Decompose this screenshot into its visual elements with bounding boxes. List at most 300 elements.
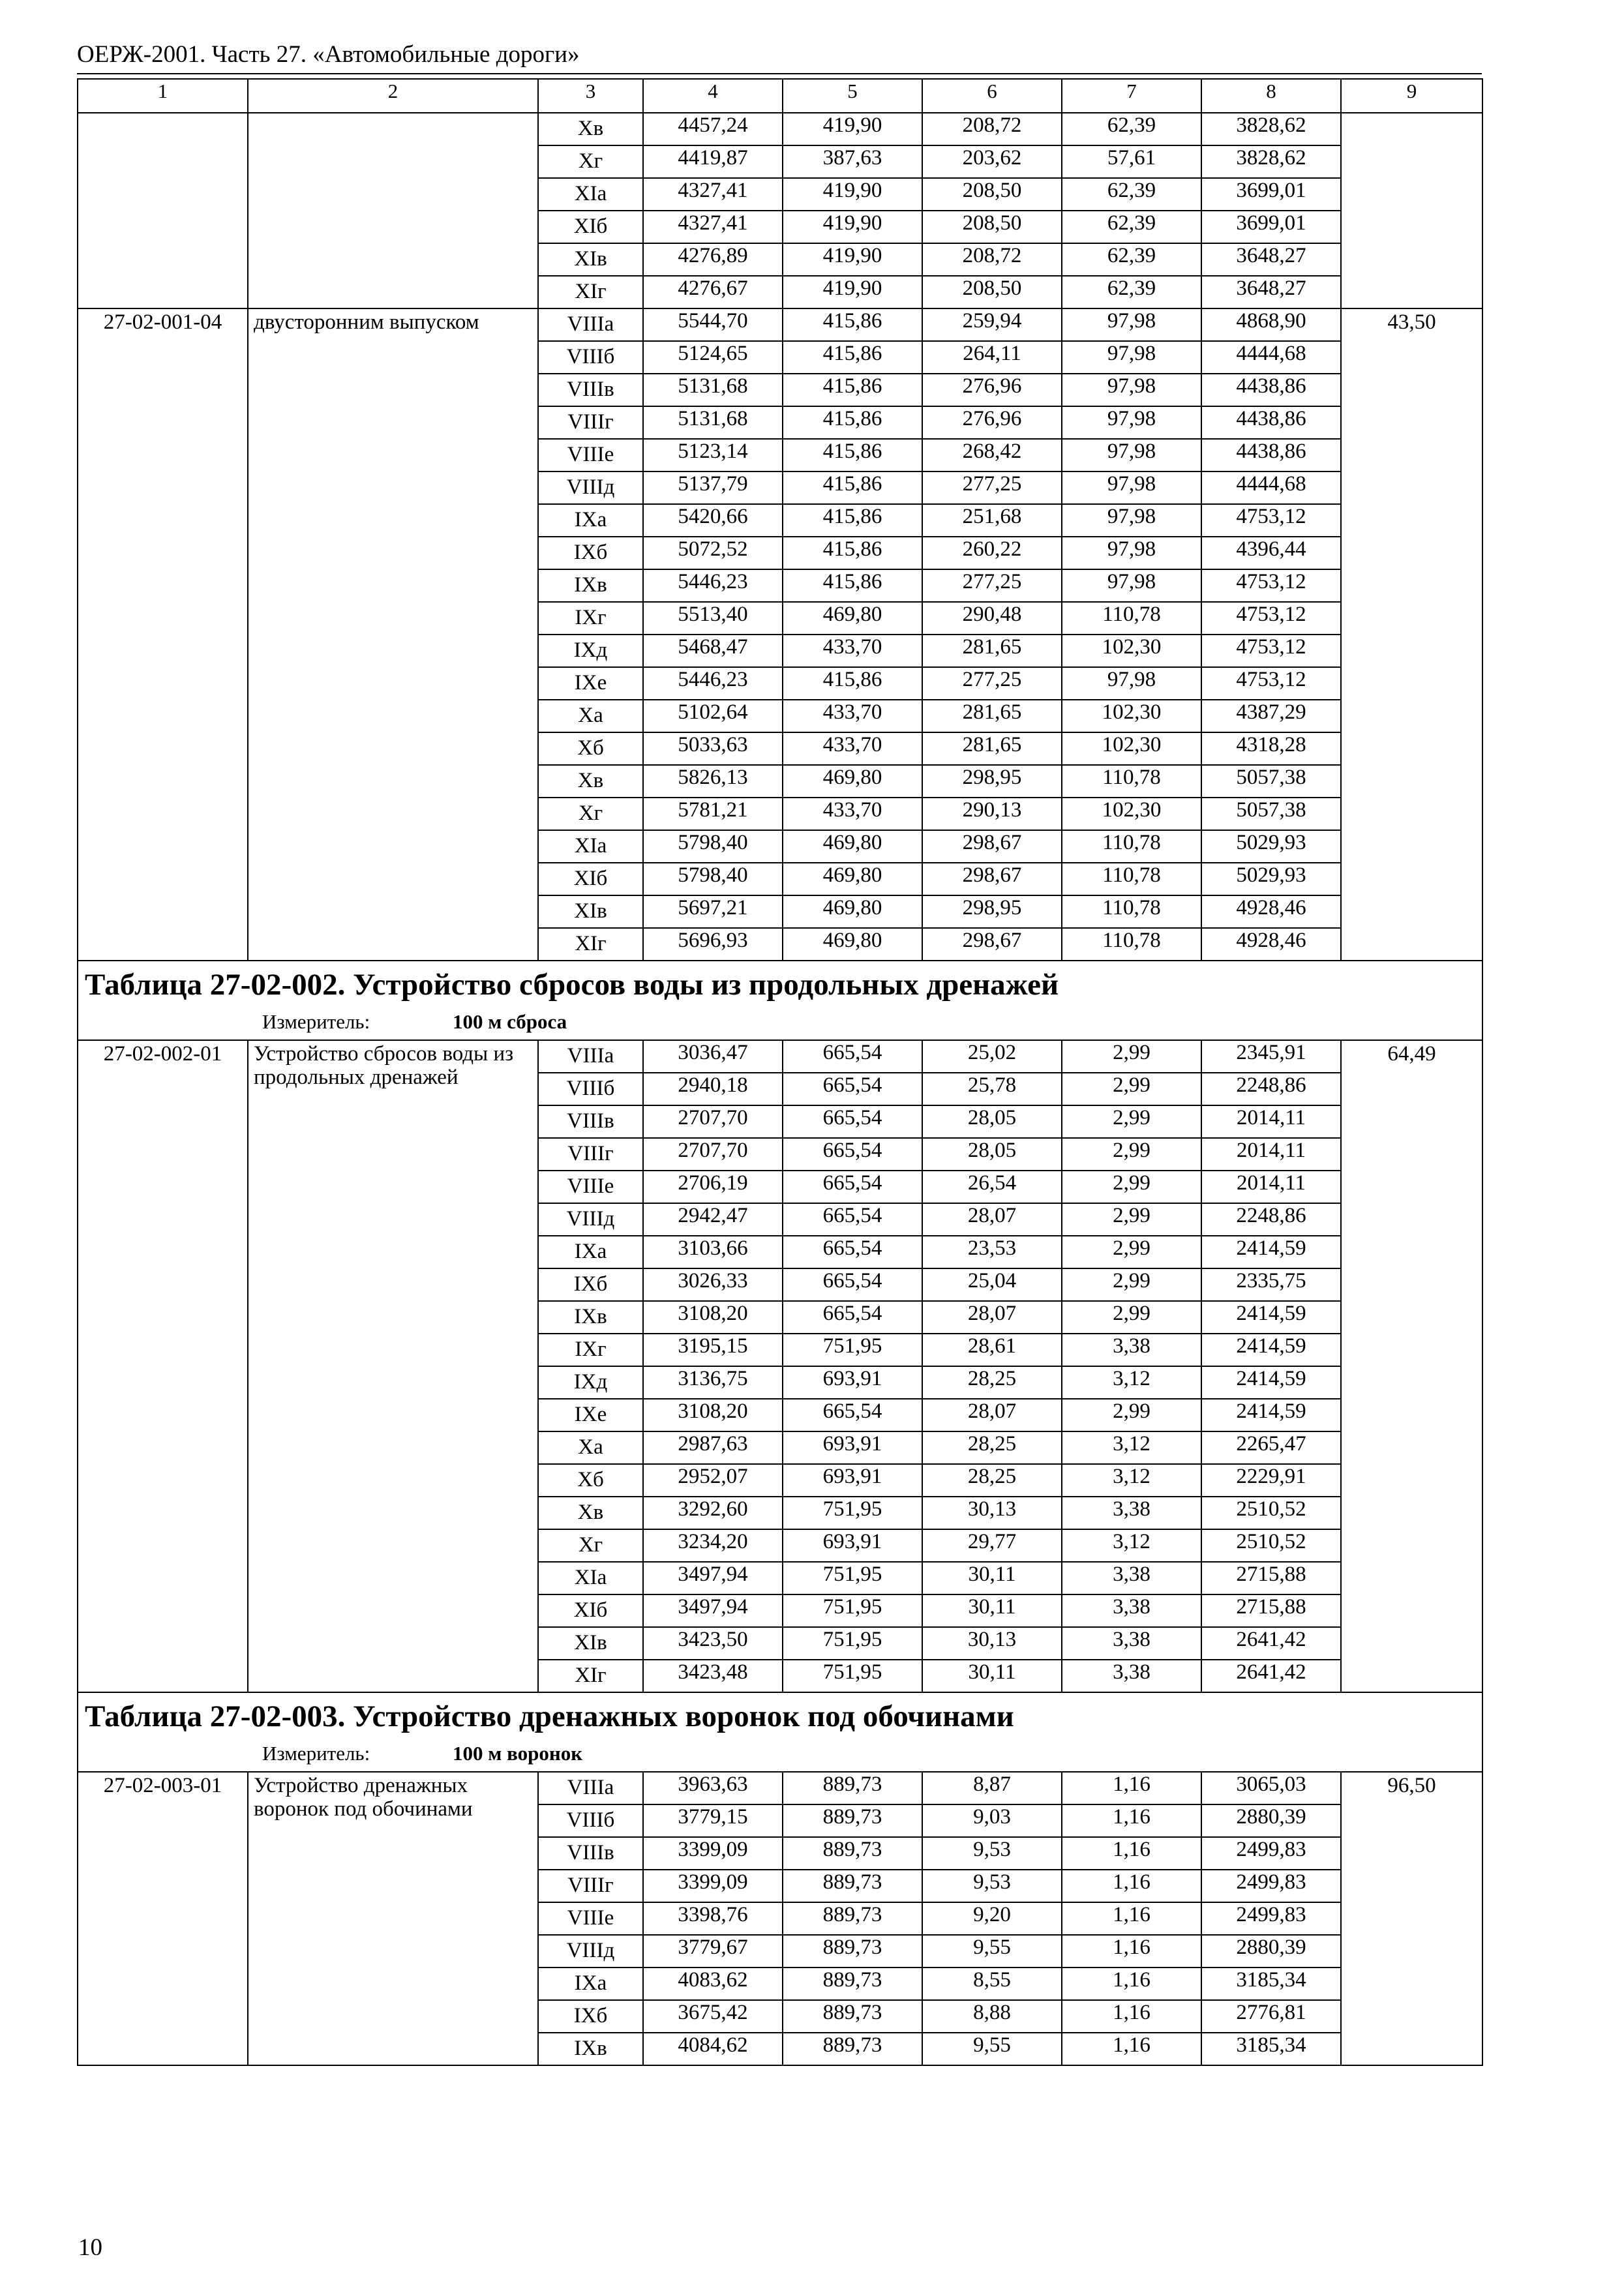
wage-cell: 665,54 (783, 1236, 922, 1268)
machinist-wage-cell: 57,61 (1062, 145, 1201, 178)
total-cost-cell: 5446,23 (643, 569, 783, 602)
section-cell: ХIб (538, 1594, 643, 1627)
wage-cell: 469,80 (783, 863, 922, 895)
machines-cell: 251,68 (922, 504, 1062, 537)
column-number: 7 (1062, 79, 1201, 113)
materials-cell: 4438,86 (1201, 406, 1341, 439)
machinist-wage-cell: 97,98 (1062, 308, 1201, 341)
wage-cell: 433,70 (783, 635, 922, 667)
materials-cell: 5029,93 (1201, 830, 1341, 863)
total-cost-cell: 3779,15 (643, 1804, 783, 1837)
total-cost-cell: 3036,47 (643, 1040, 783, 1073)
machines-cell: 281,65 (922, 700, 1062, 732)
section-cell: VIIIв (538, 1105, 643, 1138)
table-row (78, 308, 1482, 341)
machinist-wage-cell: 110,78 (1062, 863, 1201, 895)
unit-line (85, 1008, 1475, 1036)
machines-cell: 29,77 (922, 1529, 1062, 1562)
column-number: 3 (538, 79, 643, 113)
machines-cell: 281,65 (922, 635, 1062, 667)
materials-cell: 2335,75 (1201, 1268, 1341, 1301)
section-cell: IХа (538, 1236, 643, 1268)
section-cell: VIIIг (538, 1138, 643, 1171)
wage-cell: 433,70 (783, 700, 922, 732)
machines-cell: 28,07 (922, 1399, 1062, 1431)
machines-cell: 30,13 (922, 1497, 1062, 1529)
rate-code-cell: 27-02-003-01 (78, 1772, 248, 2065)
total-cost-cell: 3108,20 (643, 1399, 783, 1431)
total-cost-cell: 5798,40 (643, 830, 783, 863)
column-number: 8 (1201, 79, 1341, 113)
machines-cell: 276,96 (922, 406, 1062, 439)
machinist-wage-cell: 110,78 (1062, 895, 1201, 928)
wage-cell: 433,70 (783, 798, 922, 830)
section-cell: VIIIд (538, 1203, 643, 1236)
total-cost-cell: 5124,65 (643, 341, 783, 374)
machines-cell: 25,04 (922, 1268, 1062, 1301)
total-cost-cell: 5123,14 (643, 439, 783, 471)
machinist-wage-cell: 3,38 (1062, 1334, 1201, 1366)
section-cell: VIIIв (538, 374, 643, 406)
machinist-wage-cell: 2,99 (1062, 1105, 1201, 1138)
wage-cell: 665,54 (783, 1268, 922, 1301)
materials-cell: 4318,28 (1201, 732, 1341, 765)
wage-cell: 415,86 (783, 537, 922, 569)
machines-cell: 28,25 (922, 1464, 1062, 1497)
wage-cell: 415,86 (783, 504, 922, 537)
materials-cell: 4753,12 (1201, 635, 1341, 667)
total-cost-cell: 3399,09 (643, 1870, 783, 1902)
materials-cell: 4444,68 (1201, 341, 1341, 374)
materials-cell: 2229,91 (1201, 1464, 1341, 1497)
total-cost-cell: 5544,70 (643, 308, 783, 341)
machinist-wage-cell: 1,16 (1062, 1935, 1201, 1967)
column-number: 5 (783, 79, 922, 113)
materials-cell: 2499,83 (1201, 1870, 1341, 1902)
total-cost-cell: 3398,76 (643, 1902, 783, 1935)
wage-cell: 665,54 (783, 1171, 922, 1203)
total-cost-cell: 3195,15 (643, 1334, 783, 1366)
total-cost-cell: 3292,60 (643, 1497, 783, 1529)
machines-cell: 298,95 (922, 765, 1062, 798)
materials-cell: 2414,59 (1201, 1399, 1341, 1431)
wage-cell: 665,54 (783, 1105, 922, 1138)
total-cost-cell: 5513,40 (643, 602, 783, 635)
machinist-wage-cell: 97,98 (1062, 406, 1201, 439)
section-cell: ХIв (538, 243, 643, 276)
section-cell: VIIIб (538, 341, 643, 374)
section-cell: VIIIе (538, 1171, 643, 1203)
machinist-wage-cell: 3,38 (1062, 1497, 1201, 1529)
machines-cell: 25,02 (922, 1040, 1062, 1073)
machines-cell: 260,22 (922, 537, 1062, 569)
table-row (78, 1040, 1482, 1073)
machinist-wage-cell: 2,99 (1062, 1040, 1201, 1073)
total-cost-cell: 3108,20 (643, 1301, 783, 1334)
section-cell: VIIIе (538, 439, 643, 471)
materials-cell: 2776,81 (1201, 2000, 1341, 2033)
wage-cell: 433,70 (783, 732, 922, 765)
section-cell: Хб (538, 1464, 643, 1497)
section-cell: IХа (538, 504, 643, 537)
total-cost-cell: 3423,50 (643, 1627, 783, 1660)
machines-cell: 276,96 (922, 374, 1062, 406)
materials-cell: 3648,27 (1201, 243, 1341, 276)
total-cost-cell: 2942,47 (643, 1203, 783, 1236)
machines-cell: 8,55 (922, 1967, 1062, 2000)
total-cost-cell: 5072,52 (643, 537, 783, 569)
total-cost-cell: 3423,48 (643, 1660, 783, 1692)
unit-label: Измеритель: (262, 1010, 370, 1033)
table-title-cell (78, 1692, 1482, 1772)
section-cell: Хг (538, 1529, 643, 1562)
wage-cell: 693,91 (783, 1529, 922, 1562)
wage-cell: 751,95 (783, 1562, 922, 1594)
machines-cell: 28,05 (922, 1105, 1062, 1138)
wage-cell: 665,54 (783, 1399, 922, 1431)
total-cost-cell: 4083,62 (643, 1967, 783, 2000)
machinist-wage-cell: 102,30 (1062, 798, 1201, 830)
materials-cell: 2880,39 (1201, 1935, 1341, 1967)
machinist-wage-cell: 1,16 (1062, 1870, 1201, 1902)
total-cost-cell: 4327,41 (643, 211, 783, 243)
wage-cell: 693,91 (783, 1366, 922, 1399)
machinist-wage-cell: 62,39 (1062, 211, 1201, 243)
wage-cell: 415,86 (783, 667, 922, 700)
materials-cell: 2014,11 (1201, 1171, 1341, 1203)
total-cost-cell: 2940,18 (643, 1073, 783, 1105)
machinist-wage-cell: 3,38 (1062, 1562, 1201, 1594)
materials-cell: 3828,62 (1201, 145, 1341, 178)
machinist-wage-cell: 3,12 (1062, 1366, 1201, 1399)
materials-cell: 3699,01 (1201, 178, 1341, 211)
rate-description-cell (248, 113, 538, 308)
section-cell: VIIIе (538, 1902, 643, 1935)
wage-cell: 665,54 (783, 1040, 922, 1073)
section-cell: ХIа (538, 1562, 643, 1594)
materials-cell: 3648,27 (1201, 276, 1341, 308)
machinist-wage-cell: 102,30 (1062, 732, 1201, 765)
materials-cell: 4753,12 (1201, 504, 1341, 537)
wage-cell: 889,73 (783, 1837, 922, 1870)
materials-cell: 4753,12 (1201, 569, 1341, 602)
labor-cell: 96,50 (1341, 1772, 1482, 2065)
labor-cell: 43,50 (1341, 308, 1482, 961)
machinist-wage-cell: 1,16 (1062, 1902, 1201, 1935)
materials-cell: 2014,11 (1201, 1105, 1341, 1138)
machinist-wage-cell: 62,39 (1062, 276, 1201, 308)
section-cell: Ха (538, 700, 643, 732)
wage-cell: 469,80 (783, 830, 922, 863)
machines-cell: 28,07 (922, 1203, 1062, 1236)
rates-table (77, 78, 1483, 2066)
table-title-row (78, 1692, 1482, 1772)
section-cell: VIIIа (538, 308, 643, 341)
machinist-wage-cell: 62,39 (1062, 178, 1201, 211)
total-cost-cell: 5781,21 (643, 798, 783, 830)
machines-cell: 298,67 (922, 830, 1062, 863)
wage-cell: 889,73 (783, 1870, 922, 1902)
section-cell: IХе (538, 667, 643, 700)
section-cell: Хв (538, 765, 643, 798)
machines-cell: 28,61 (922, 1334, 1062, 1366)
section-cell: IХб (538, 537, 643, 569)
machines-cell: 264,11 (922, 341, 1062, 374)
machines-cell: 23,53 (922, 1236, 1062, 1268)
machines-cell: 208,72 (922, 113, 1062, 145)
materials-cell: 2510,52 (1201, 1529, 1341, 1562)
labor-cell (1341, 113, 1482, 308)
machinist-wage-cell: 97,98 (1062, 667, 1201, 700)
wage-cell: 889,73 (783, 1902, 922, 1935)
unit-label: Измеритель: (262, 1742, 370, 1765)
machinist-wage-cell: 110,78 (1062, 830, 1201, 863)
materials-cell: 5057,38 (1201, 765, 1341, 798)
total-cost-cell: 5033,63 (643, 732, 783, 765)
total-cost-cell: 3136,75 (643, 1366, 783, 1399)
section-cell: VIIIб (538, 1073, 643, 1105)
machinist-wage-cell: 97,98 (1062, 471, 1201, 504)
wage-cell: 665,54 (783, 1203, 922, 1236)
total-cost-cell: 4457,24 (643, 113, 783, 145)
unit-value: 100 м сброса (453, 1010, 567, 1033)
total-cost-cell: 2706,19 (643, 1171, 783, 1203)
section-cell: IХб (538, 1268, 643, 1301)
section-cell: Хв (538, 1497, 643, 1529)
machines-cell: 9,53 (922, 1837, 1062, 1870)
section-cell: IХг (538, 1334, 643, 1366)
total-cost-cell: 5697,21 (643, 895, 783, 928)
machinist-wage-cell: 97,98 (1062, 569, 1201, 602)
section-cell: ХIг (538, 1660, 643, 1692)
materials-cell: 4753,12 (1201, 602, 1341, 635)
materials-cell: 3185,34 (1201, 1967, 1341, 2000)
machines-cell: 277,25 (922, 569, 1062, 602)
section-cell: VIIIд (538, 471, 643, 504)
total-cost-cell: 3963,63 (643, 1772, 783, 1804)
machines-cell: 30,11 (922, 1660, 1062, 1692)
total-cost-cell: 2707,70 (643, 1138, 783, 1171)
machines-cell: 25,78 (922, 1073, 1062, 1105)
machinist-wage-cell: 97,98 (1062, 341, 1201, 374)
column-number: 9 (1341, 79, 1482, 113)
machines-cell: 290,48 (922, 602, 1062, 635)
machines-cell: 277,25 (922, 667, 1062, 700)
machinist-wage-cell: 3,12 (1062, 1529, 1201, 1562)
machines-cell: 30,13 (922, 1627, 1062, 1660)
machines-cell: 203,62 (922, 145, 1062, 178)
wage-cell: 419,90 (783, 178, 922, 211)
machinist-wage-cell: 1,16 (1062, 1837, 1201, 1870)
labor-cell: 64,49 (1341, 1040, 1482, 1692)
section-cell: VIIIа (538, 1040, 643, 1073)
machines-cell: 30,11 (922, 1594, 1062, 1627)
wage-cell: 469,80 (783, 602, 922, 635)
machinist-wage-cell: 110,78 (1062, 928, 1201, 961)
rate-code-cell: 27-02-001-04 (78, 308, 248, 961)
materials-cell: 2414,59 (1201, 1236, 1341, 1268)
machines-cell: 28,07 (922, 1301, 1062, 1334)
wage-cell: 387,63 (783, 145, 922, 178)
wage-cell: 415,86 (783, 341, 922, 374)
wage-cell: 469,80 (783, 928, 922, 961)
materials-cell: 2641,42 (1201, 1627, 1341, 1660)
section-cell: ХIб (538, 863, 643, 895)
wage-cell: 415,86 (783, 569, 922, 602)
total-cost-cell: 2987,63 (643, 1431, 783, 1464)
wage-cell: 889,73 (783, 2033, 922, 2065)
machinist-wage-cell: 2,99 (1062, 1268, 1201, 1301)
wage-cell: 665,54 (783, 1073, 922, 1105)
machinist-wage-cell: 1,16 (1062, 2033, 1201, 2065)
machines-cell: 208,50 (922, 178, 1062, 211)
section-cell: Хв (538, 113, 643, 145)
wage-cell: 751,95 (783, 1594, 922, 1627)
total-cost-cell: 3675,42 (643, 2000, 783, 2033)
machinist-wage-cell: 1,16 (1062, 1804, 1201, 1837)
wage-cell: 751,95 (783, 1660, 922, 1692)
section-cell: VIIIг (538, 1870, 643, 1902)
wage-cell: 889,73 (783, 1935, 922, 1967)
total-cost-cell: 5131,68 (643, 374, 783, 406)
materials-cell: 2248,86 (1201, 1203, 1341, 1236)
column-number: 4 (643, 79, 783, 113)
total-cost-cell: 2952,07 (643, 1464, 783, 1497)
unit-value: 100 м воронок (453, 1742, 583, 1765)
wage-cell: 469,80 (783, 765, 922, 798)
machinist-wage-cell: 1,16 (1062, 2000, 1201, 2033)
table-title: Таблица 27-02-002. Устройство сбросов воды из продольных дренажей (85, 968, 1059, 1002)
wage-cell: 751,95 (783, 1627, 922, 1660)
machinist-wage-cell: 2,99 (1062, 1203, 1201, 1236)
rate-description-cell: двусторонним выпуском (248, 308, 538, 961)
section-cell: VIIIб (538, 1804, 643, 1837)
machines-cell: 268,42 (922, 439, 1062, 471)
machines-cell: 26,54 (922, 1171, 1062, 1203)
machines-cell: 8,88 (922, 2000, 1062, 2033)
machinist-wage-cell: 2,99 (1062, 1301, 1201, 1334)
materials-cell: 2248,86 (1201, 1073, 1341, 1105)
machinist-wage-cell: 97,98 (1062, 374, 1201, 406)
total-cost-cell: 5446,23 (643, 667, 783, 700)
total-cost-cell: 3399,09 (643, 1837, 783, 1870)
total-cost-cell: 3026,33 (643, 1268, 783, 1301)
machinist-wage-cell: 3,38 (1062, 1627, 1201, 1660)
wage-cell: 665,54 (783, 1138, 922, 1171)
machinist-wage-cell: 3,12 (1062, 1431, 1201, 1464)
machinist-wage-cell: 2,99 (1062, 1073, 1201, 1105)
total-cost-cell: 4419,87 (643, 145, 783, 178)
materials-cell: 2265,47 (1201, 1431, 1341, 1464)
machinist-wage-cell: 110,78 (1062, 602, 1201, 635)
section-cell: VIIIа (538, 1772, 643, 1804)
total-cost-cell: 4276,89 (643, 243, 783, 276)
total-cost-cell: 4276,67 (643, 276, 783, 308)
machines-cell: 28,25 (922, 1366, 1062, 1399)
total-cost-cell: 5468,47 (643, 635, 783, 667)
page-number: 10 (78, 2234, 102, 2261)
total-cost-cell: 5798,40 (643, 863, 783, 895)
section-cell: Хг (538, 145, 643, 178)
section-cell: IХд (538, 1366, 643, 1399)
machines-cell: 277,25 (922, 471, 1062, 504)
materials-cell: 5057,38 (1201, 798, 1341, 830)
machines-cell: 281,65 (922, 732, 1062, 765)
total-cost-cell: 3497,94 (643, 1562, 783, 1594)
table-row (78, 113, 1482, 145)
machinist-wage-cell: 2,99 (1062, 1138, 1201, 1171)
machinist-wage-cell: 1,16 (1062, 1772, 1201, 1804)
total-cost-cell: 5102,64 (643, 700, 783, 732)
total-cost-cell: 5137,79 (643, 471, 783, 504)
materials-cell: 5029,93 (1201, 863, 1341, 895)
machinist-wage-cell: 1,16 (1062, 1967, 1201, 2000)
wage-cell: 415,86 (783, 308, 922, 341)
table-title-cell (78, 961, 1482, 1040)
materials-cell: 2641,42 (1201, 1660, 1341, 1692)
machines-cell: 30,11 (922, 1562, 1062, 1594)
column-number: 2 (248, 79, 538, 113)
rate-description-cell: Устройство дренажных воронок под обочинами (248, 1772, 538, 2065)
section-cell: ХIг (538, 276, 643, 308)
section-cell: Ха (538, 1431, 643, 1464)
machinist-wage-cell: 102,30 (1062, 635, 1201, 667)
wage-cell: 415,86 (783, 439, 922, 471)
wage-cell: 665,54 (783, 1301, 922, 1334)
wage-cell: 889,73 (783, 1967, 922, 2000)
section-cell: ХIа (538, 178, 643, 211)
machines-cell: 9,53 (922, 1870, 1062, 1902)
machines-cell: 8,87 (922, 1772, 1062, 1804)
total-cost-cell: 5131,68 (643, 406, 783, 439)
materials-cell: 2345,91 (1201, 1040, 1341, 1073)
total-cost-cell: 3779,67 (643, 1935, 783, 1967)
materials-cell: 2014,11 (1201, 1138, 1341, 1171)
machines-cell: 290,13 (922, 798, 1062, 830)
section-cell: IХа (538, 1967, 643, 2000)
section-cell: IХв (538, 1301, 643, 1334)
wage-cell: 419,90 (783, 211, 922, 243)
section-cell: Хг (538, 798, 643, 830)
wage-cell: 889,73 (783, 1772, 922, 1804)
materials-cell: 2880,39 (1201, 1804, 1341, 1837)
machines-cell: 28,05 (922, 1138, 1062, 1171)
total-cost-cell: 5826,13 (643, 765, 783, 798)
materials-cell: 4387,29 (1201, 700, 1341, 732)
wage-cell: 419,90 (783, 276, 922, 308)
machinist-wage-cell: 62,39 (1062, 113, 1201, 145)
section-cell: IХе (538, 1399, 643, 1431)
materials-cell: 2715,88 (1201, 1594, 1341, 1627)
rate-code-cell (78, 113, 248, 308)
section-cell: Хб (538, 732, 643, 765)
machines-cell: 298,67 (922, 928, 1062, 961)
machinist-wage-cell: 110,78 (1062, 765, 1201, 798)
machinist-wage-cell: 97,98 (1062, 537, 1201, 569)
materials-cell: 4868,90 (1201, 308, 1341, 341)
materials-cell: 2715,88 (1201, 1562, 1341, 1594)
machinist-wage-cell: 2,99 (1062, 1236, 1201, 1268)
materials-cell: 2414,59 (1201, 1301, 1341, 1334)
materials-cell: 2414,59 (1201, 1366, 1341, 1399)
wage-cell: 751,95 (783, 1334, 922, 1366)
machines-cell: 298,67 (922, 863, 1062, 895)
rate-description-cell: Устройство сбросов воды из продольных дренажей (248, 1040, 538, 1692)
machines-cell: 208,50 (922, 276, 1062, 308)
total-cost-cell: 5696,93 (643, 928, 783, 961)
header-rule (77, 73, 1482, 74)
materials-cell: 3185,34 (1201, 2033, 1341, 2065)
